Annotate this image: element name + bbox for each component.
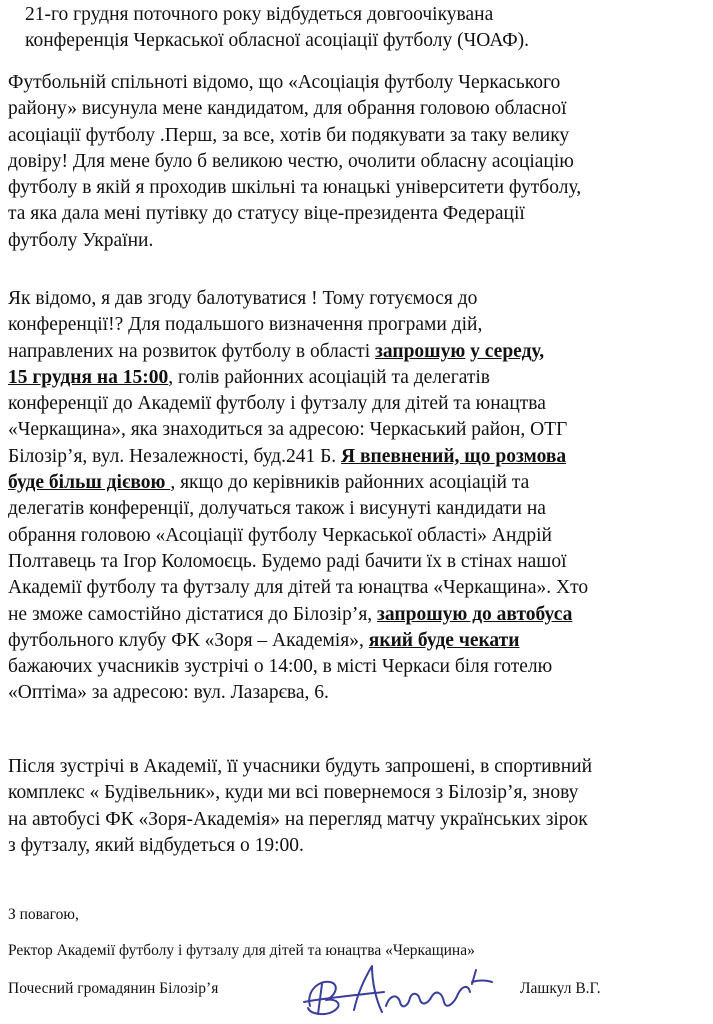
text-line: футболу в якій я проходив шкільні та юнацькі університети футболу, [8, 177, 582, 199]
text-line: конференції!? Для подальшого визначення програми дій, [8, 314, 483, 336]
text-line: комплекс « Будівельник», куди ми всі повернемося з Білозір’я, знову [8, 782, 579, 804]
text-line: Академії футболу та футзалу для дітей та юнацтва «Черкащина». Хто [8, 577, 589, 599]
text-line: «Черкащина», яка знаходиться за адресою: Черкаський район, ОТГ [8, 419, 568, 441]
text-line: Футбольній спільноті відомо, що «Асоціація футболу Черкаського [8, 72, 561, 93]
closing-line: З повагою, [8, 906, 79, 923]
underlined-confidence: Я впевнений, що розмова [341, 445, 567, 467]
paragraph-announcement [25, 2, 713, 55]
text-run: направлених на розвиток футболу в області [8, 340, 375, 362]
text-run: футбольного клубу ФК «Зоря – Академія», [8, 629, 369, 651]
text-line: футболу України. [8, 229, 154, 251]
handwritten-signature [296, 962, 496, 1020]
paragraph-candidacy [8, 70, 708, 254]
text-run: , якщо до керівників районних асоціацій та [170, 472, 530, 494]
text-line: делегатів конференції, долучаться також і висунуті кандидати на [8, 498, 546, 520]
underlined-datetime: 15 грудня на 15:00 [8, 366, 169, 388]
text-line: Після зустрічі в Академії, її учасники будуть запрошені, в спортивний [8, 756, 593, 777]
text-line: бажаючих учасників зустрічі о 14:00, в місті Черкаси біля готелю [8, 656, 553, 678]
text-run: , голів районних асоціацій та делегатів [168, 366, 491, 388]
text-line: довіру! Для мене було б великою честю, очолити обласну асоціацію [8, 150, 574, 172]
text-line: «Оптіма» за адресою: вул. Лазарєва, 6. [8, 682, 329, 704]
text-line: з футзалу, який відбудеться о 19:00. [8, 834, 304, 856]
text-line [8, 365, 708, 391]
text-line: конференція Черкаської обласної асоціації футболу (ЧОАФ). [25, 30, 530, 52]
text-line: на автобусі ФК «Зоря-Академія» на перегляд матчу українських зірок [8, 808, 588, 830]
text-line: конференції до Академії футболу і футзалу для дітей та юнацтва [8, 393, 546, 415]
underlined-bus-invite: запрошую до автобуса [377, 603, 573, 625]
underlined-day: у середу, [470, 340, 545, 362]
text-line: Як відомо, я дав згоду балотуватися ! Тому готуємося до [8, 288, 478, 309]
underlined-invite: запрошую [375, 340, 466, 362]
paragraph-after-meeting [8, 754, 708, 859]
text-line: 21-го грудня поточного року відбудеться довгоочікувана [25, 4, 494, 25]
signer-name: Лашкул В.Г. [520, 980, 601, 997]
text-line [8, 470, 708, 496]
underlined-waiting: який буде чекати [368, 629, 520, 651]
text-line [8, 444, 708, 470]
text-line: району» висунула мене кандидатом, для обрання головою обласної [8, 98, 567, 120]
text-line [8, 339, 708, 365]
underlined-effective: буде більш дієвою [8, 472, 171, 494]
text-line: та яка дала мені путівку до статусу віце-президента Федерації [8, 203, 525, 225]
text-run: Білозір’я, вул. Незалежності, буд.241 Б. [8, 445, 342, 467]
paragraph-invitation [8, 286, 708, 707]
text-line [8, 628, 708, 654]
text-run: не зможе самостійно дістатися до Білозір’я, [8, 603, 378, 625]
text-line: Полтавець та Ігор Коломоєць. Будемо раді бачити їх в стінах нашої [8, 550, 567, 572]
text-line [8, 602, 708, 628]
text-line: асоціації футболу .Перш, за все, хотів би подякувати за таку велику [8, 124, 570, 146]
text-line: обрання головою «Асоціації футболу Черкаської області» Андрій [8, 524, 552, 546]
signature-title: Почесний громадянин Білозір’я [8, 980, 219, 997]
signature-role: Ректор Академії футболу і футзалу для дітей та юнацтва «Черкащина» [8, 942, 475, 959]
